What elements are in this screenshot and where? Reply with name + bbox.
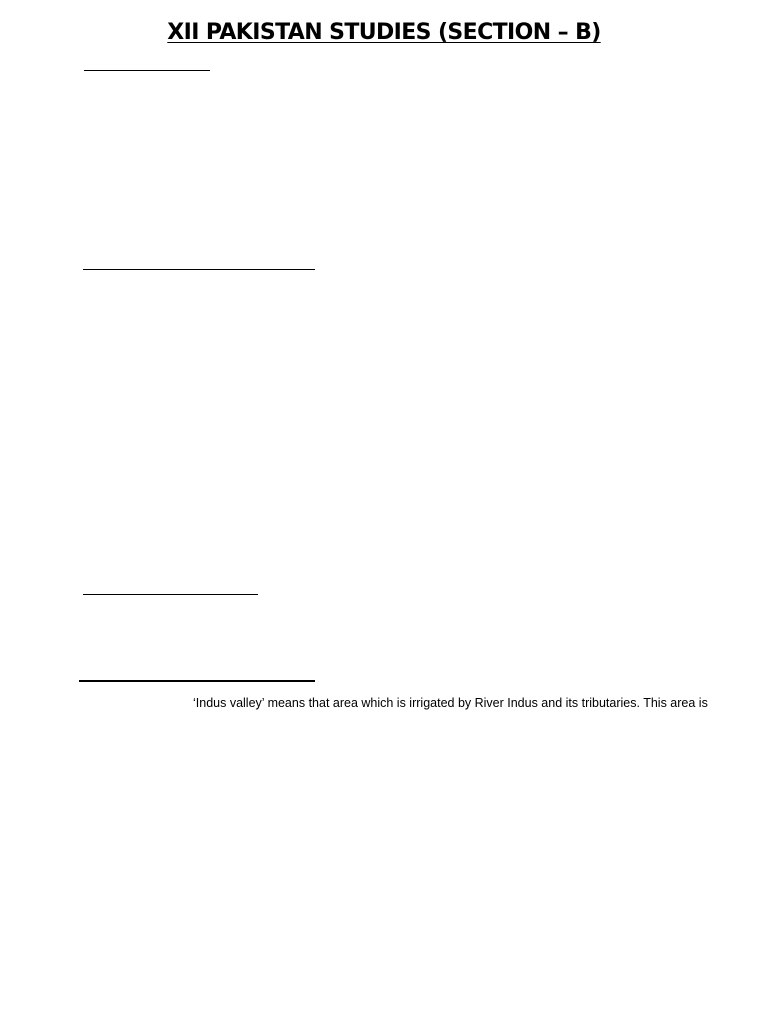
- heading-underline-1: [84, 70, 210, 71]
- heading-underline-2: [83, 269, 315, 270]
- heading-underline-3: [83, 594, 258, 595]
- heading-underline-4: [79, 680, 315, 682]
- page-title-text: XII PAKISTAN STUDIES (SECTION – B): [167, 20, 601, 45]
- body-paragraph: ‘Indus valley’ means that area which is irrigated by River Indus and its tributaries. This area is: [193, 696, 708, 710]
- page-title: [0, 18, 768, 48]
